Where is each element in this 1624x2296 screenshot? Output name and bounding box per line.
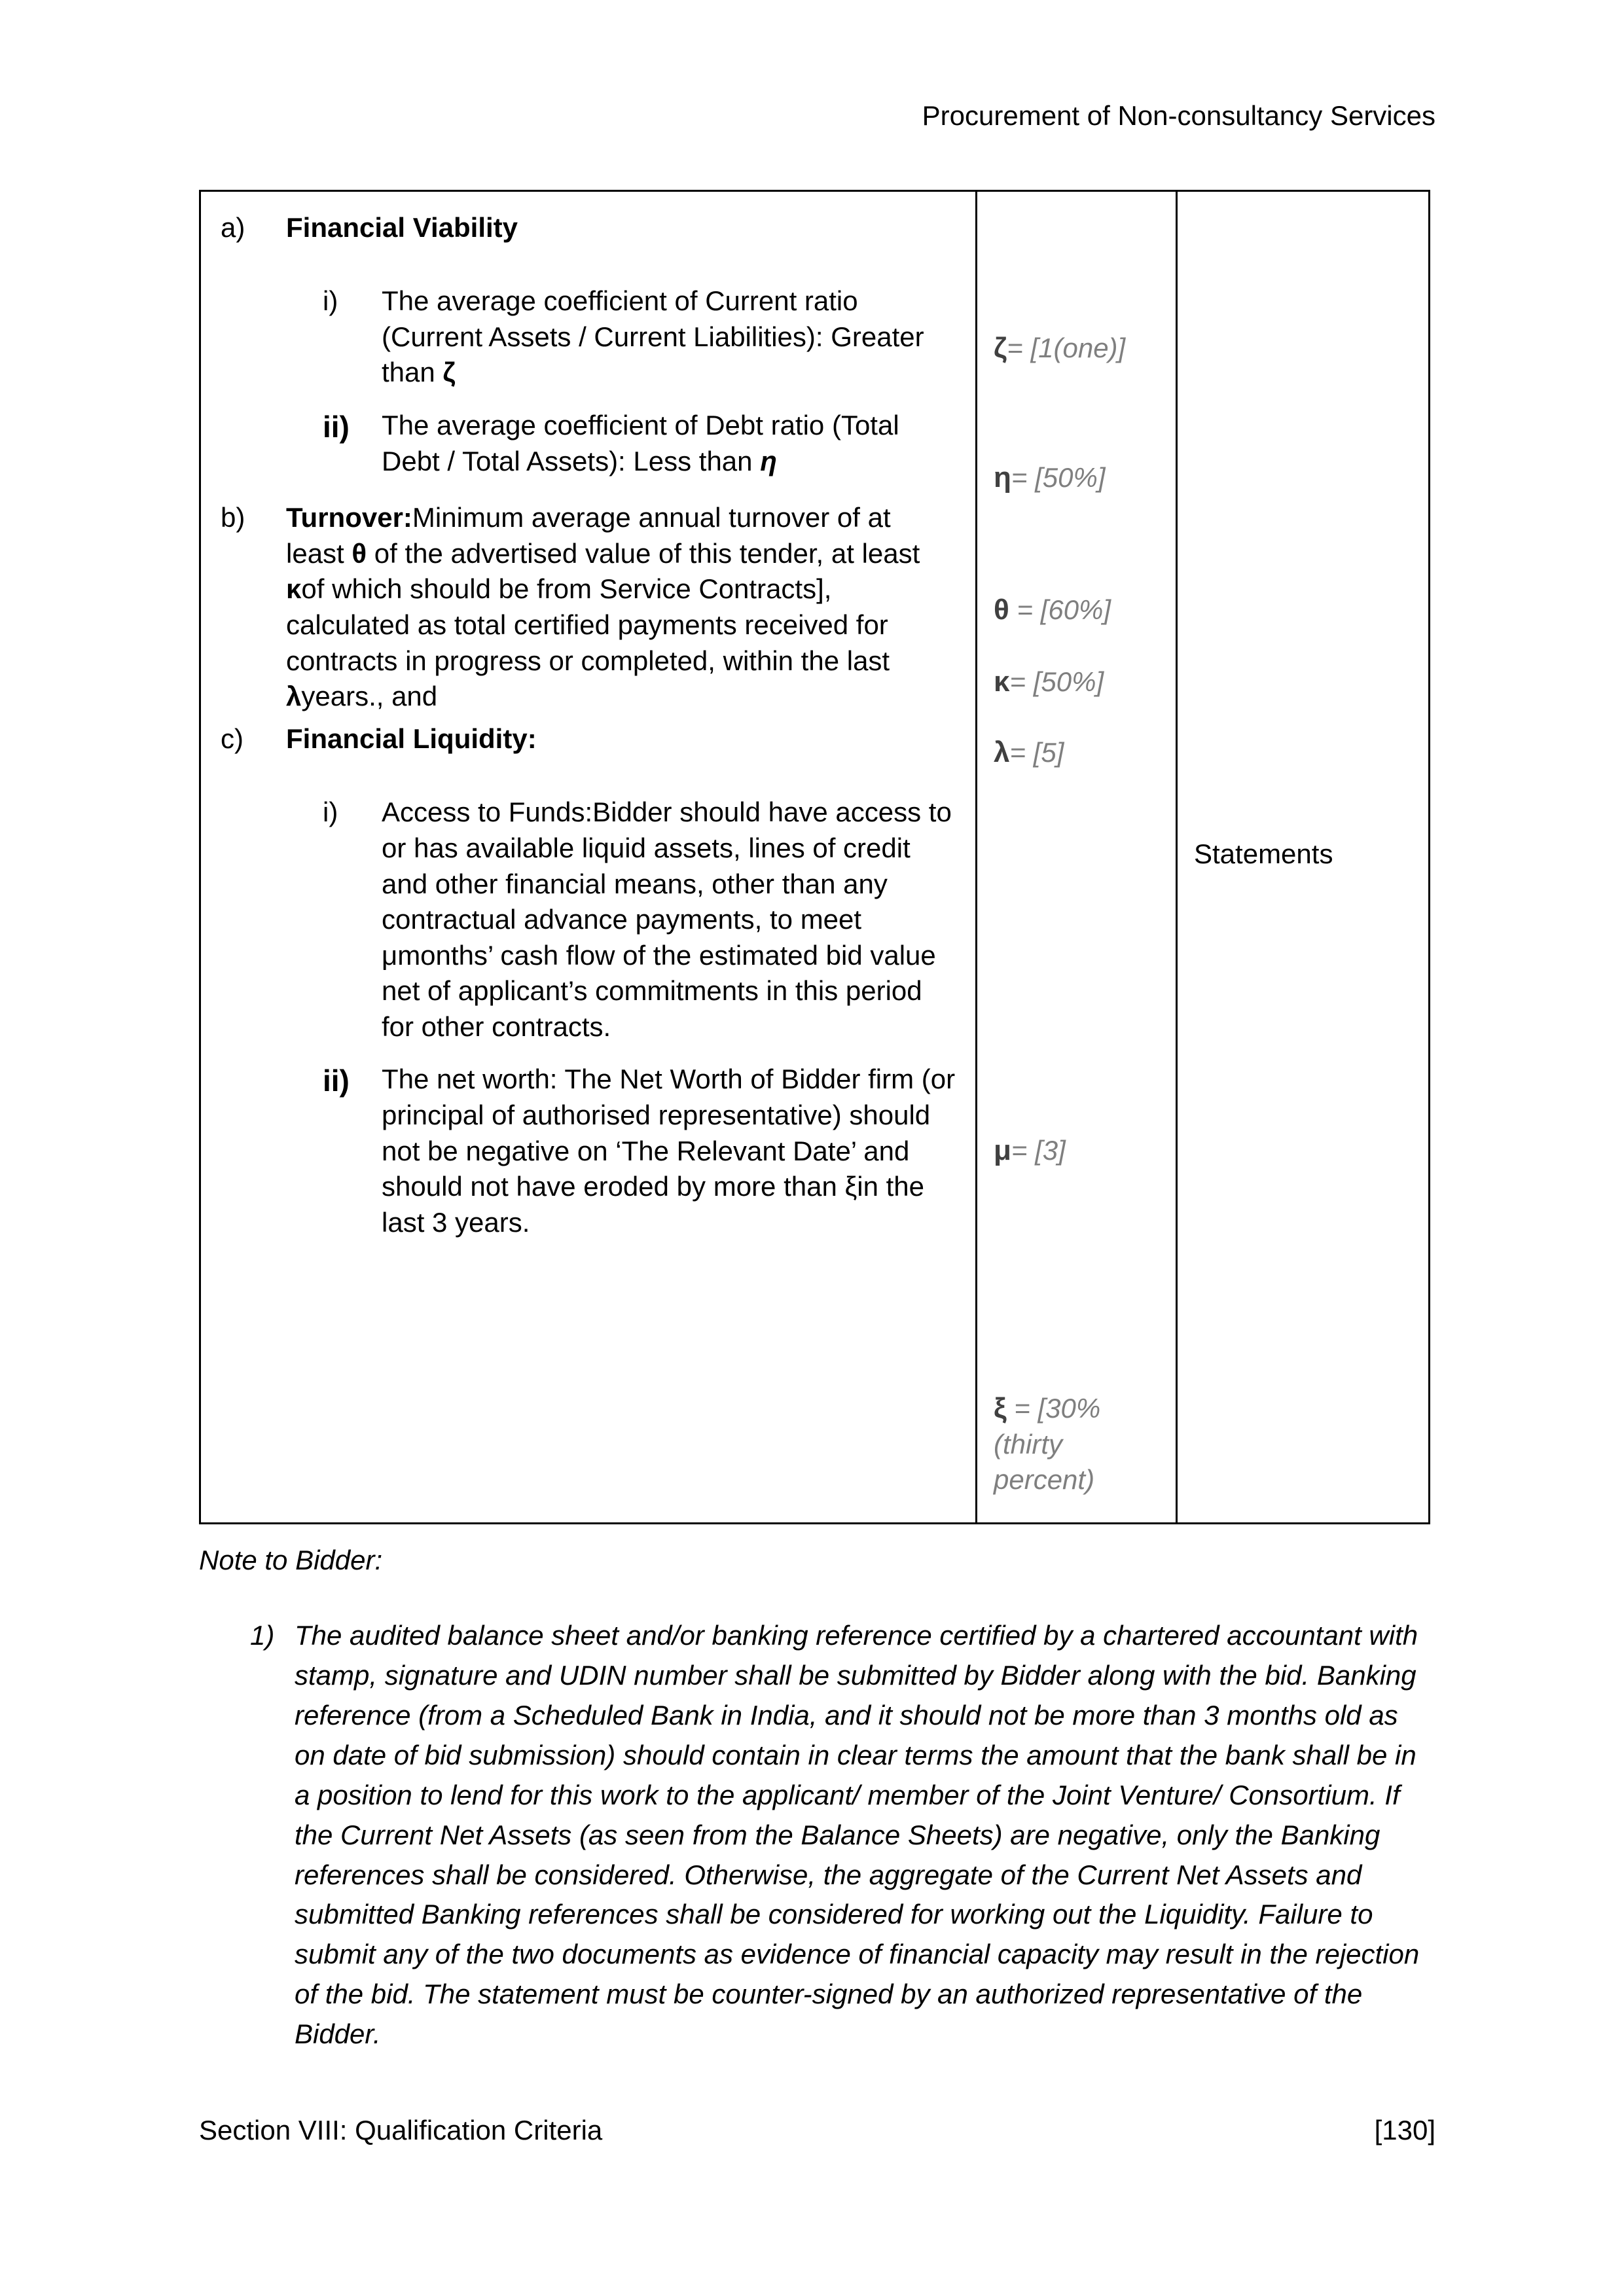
- qualification-table: [199, 190, 1430, 1524]
- criterion-body: [286, 210, 956, 497]
- criterion-body: [286, 721, 956, 1258]
- text-segment: The average coefficient of Debt ratio (Total Debt / Total Assets): Less than: [382, 409, 899, 476]
- param-zeta: [977, 329, 1176, 367]
- param-value: = [60%]: [1009, 594, 1111, 625]
- criterion-label: a): [221, 211, 245, 243]
- text-segment: of the advertised value of this tender, at least: [367, 537, 920, 569]
- note-text: The audited balance sheet and/or banking reference certified by a chartered accountant with stamp, signature and UDIN number shall be submitted by Bidder along with the bid. Banking reference (from a Scheduled Bank in India, and it should not be more than 3 months old as on date of bid submission) should contain in clear terms the amount that the bank shall be in a position to lend for this work to the applicant/ member of the Joint Venture/ Consortium. If the Current Net Assets (as seen from the Balance Sheets) are negative, only the Banking references shall be considered. Otherwise, the aggregate of the Current Net Assets and submitted Banking references shall be considered for working out the Liquidity. Failure to submit any of the two documents as evidence of financial capacity may result in the rejection of the bid. The statement must be counter-signed by an authorized representative of the Bidder.: [295, 1620, 1420, 2050]
- note-heading: Note to Bidder:: [199, 1544, 383, 1575]
- list-item-text: The net worth: The Net Worth of Bidder firm (or principal of authorised representative) should not be negative on ‘The Relevant Date’ and should not have eroded by more than ξin the last 3 years.: [382, 1064, 956, 1238]
- greek-symbol: ξ: [994, 1391, 1007, 1424]
- criterion-label: b): [221, 502, 245, 533]
- param-value: = [3]: [1011, 1134, 1066, 1166]
- list-item-c-i: [323, 795, 956, 1045]
- greek-symbol: κ: [994, 665, 1010, 698]
- list-item-text: Access to Funds:Bidder should have access to or has available liquid assets, lines of credit and other financial means, other than any contractual advance payments, to meet μmonths’ cash flow of the estimated bid value net of applicant’s commitments in this period for other contracts.: [382, 797, 952, 1042]
- greek-symbol: κ: [286, 573, 302, 605]
- table-row: [200, 190, 1430, 1523]
- param-xi: [977, 1390, 1176, 1498]
- greek-symbol: ζ: [442, 357, 456, 388]
- greek-symbol: μ: [994, 1134, 1011, 1166]
- note-item: [250, 1616, 1435, 2054]
- param-value: = [50%]: [1011, 461, 1106, 493]
- text-segment: Minimum average annual turnover of at least: [286, 502, 891, 569]
- param-value: = [1(one)]: [1007, 332, 1126, 363]
- criterion-b: [221, 500, 956, 715]
- note-marker: 1): [250, 1620, 275, 1651]
- criteria-cell: [200, 190, 977, 1523]
- page-footer: [199, 2113, 1435, 2149]
- list-item-a-ii: [323, 408, 956, 479]
- text-segment: years., and: [301, 681, 438, 712]
- greek-symbol: η: [994, 461, 1011, 493]
- list-item-text: [382, 408, 956, 479]
- list-marker: ii): [323, 409, 350, 444]
- text-segment: of which should be from Service Contracts], calculated as total certified payments received for contracts in progress or completed, within the last: [286, 573, 890, 676]
- statements-cell: [1177, 190, 1430, 1523]
- param-value: = [5]: [1009, 736, 1064, 768]
- criterion-c: [221, 721, 956, 1258]
- criterion-title: Financial Liquidity:: [286, 723, 537, 754]
- param-mu: [977, 1132, 1176, 1169]
- greek-symbol: θ: [352, 537, 367, 569]
- param-theta: [977, 591, 1176, 628]
- param-kappa: [977, 663, 1176, 700]
- criterion-body: [286, 500, 956, 715]
- note-section: [199, 1543, 1435, 2054]
- list-marker: i): [323, 797, 338, 828]
- greek-symbol: η: [760, 445, 777, 476]
- greek-symbol: ζ: [994, 331, 1007, 364]
- criterion-label: c): [221, 723, 244, 754]
- footer-page-number: [130]: [1374, 2115, 1435, 2145]
- criterion-title-inline: Turnover:: [286, 502, 412, 533]
- list-item-text: [382, 283, 956, 391]
- footer-section-title: Section VIII: Qualification Criteria: [199, 2115, 603, 2145]
- param-lambda: [977, 734, 1176, 771]
- criterion-a: [221, 210, 956, 497]
- param-eta: [977, 459, 1176, 496]
- list-marker: i): [323, 285, 338, 317]
- list-item-a-i: [323, 283, 956, 391]
- greek-symbol: θ: [994, 593, 1009, 626]
- page-header: Procurement of Non-consultancy Services: [922, 100, 1435, 131]
- greek-symbol: λ: [286, 681, 302, 712]
- list-item-c-ii: [323, 1062, 956, 1240]
- statements-label: Statements: [1194, 838, 1333, 869]
- criterion-title: Financial Viability: [286, 211, 518, 243]
- greek-symbol: λ: [994, 736, 1010, 768]
- parameters-cell: [977, 190, 1177, 1523]
- text-segment: The average coefficient of Current ratio (Current Assets / Current Liabilities): Greater than: [382, 285, 924, 388]
- param-value: = [30% (thirty percent): [994, 1392, 1101, 1496]
- param-value: = [50%]: [1009, 666, 1104, 697]
- list-marker: ii): [323, 1064, 350, 1098]
